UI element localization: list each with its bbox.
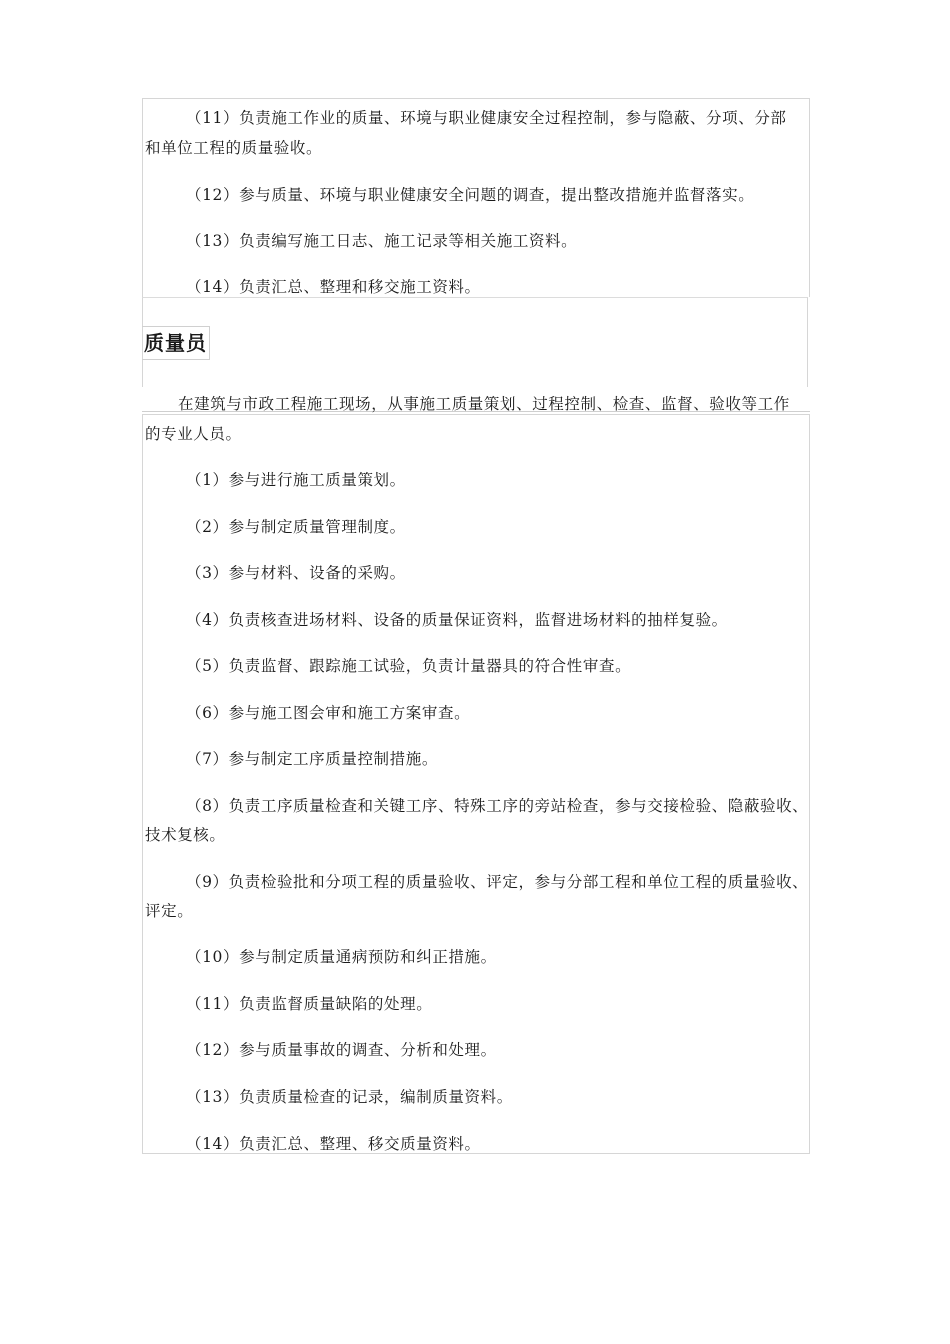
section-item-9-cont: 评定。 [145, 902, 194, 920]
section-intro-cont: 的专业人员。 [145, 425, 242, 443]
section-item-7: （7）参与制定工序质量控制措施。 [186, 750, 438, 768]
section-intro: 在建筑与市政工程施工现场，从事施工质量策划、过程控制、检查、监督、验收等工作 [178, 395, 790, 413]
section-heading: 质量员 [142, 326, 210, 360]
top-item-13: （13）负责编写施工日志、施工记录等相关施工资料。 [186, 232, 578, 250]
section-item-11: （11）负责监督质量缺陷的处理。 [186, 995, 433, 1013]
section-item-1: （1）参与进行施工质量策划。 [186, 471, 406, 489]
section-item-5: （5）负责监督、跟踪施工试验，负责计量器具的符合性审查。 [186, 657, 632, 675]
section-item-3: （3）参与材料、设备的采购。 [186, 564, 406, 582]
top-item-14: （14）负责汇总、整理和移交施工资料。 [186, 278, 481, 296]
section-item-12: （12）参与质量事故的调查、分析和处理。 [186, 1041, 497, 1059]
section-item-10: （10）参与制定质量通病预防和纠正措施。 [186, 948, 497, 966]
section-item-2: （2）参与制定质量管理制度。 [186, 518, 406, 536]
section-item-9: （9）负责检验批和分项工程的质量验收、评定，参与分部工程和单位工程的质量验收、 [186, 873, 809, 891]
heading-frame [142, 297, 808, 387]
section-item-13: （13）负责质量检查的记录，编制质量资料。 [186, 1088, 513, 1106]
top-item-12: （12）参与质量、环境与职业健康安全问题的调查，提出整改措施并监督落实。 [186, 186, 755, 204]
section-item-4: （4）负责核查进场材料、设备的质量保证资料，监督进场材料的抽样复验。 [186, 611, 728, 629]
section-item-6: （6）参与施工图会审和施工方案审查。 [186, 704, 471, 722]
section-item-14: （14）负责汇总、整理、移交质量资料。 [186, 1135, 481, 1153]
top-item-11: （11）负责施工作业的质量、环境与职业健康安全过程控制，参与隐蔽、分项、分部 [186, 109, 787, 127]
top-item-11-cont: 和单位工程的质量验收。 [145, 139, 323, 157]
section-item-8-cont: 技术复核。 [145, 826, 226, 844]
section-item-8: （8）负责工序质量检查和关键工序、特殊工序的旁站检查，参与交接检验、隐蔽验收、 [186, 797, 809, 815]
